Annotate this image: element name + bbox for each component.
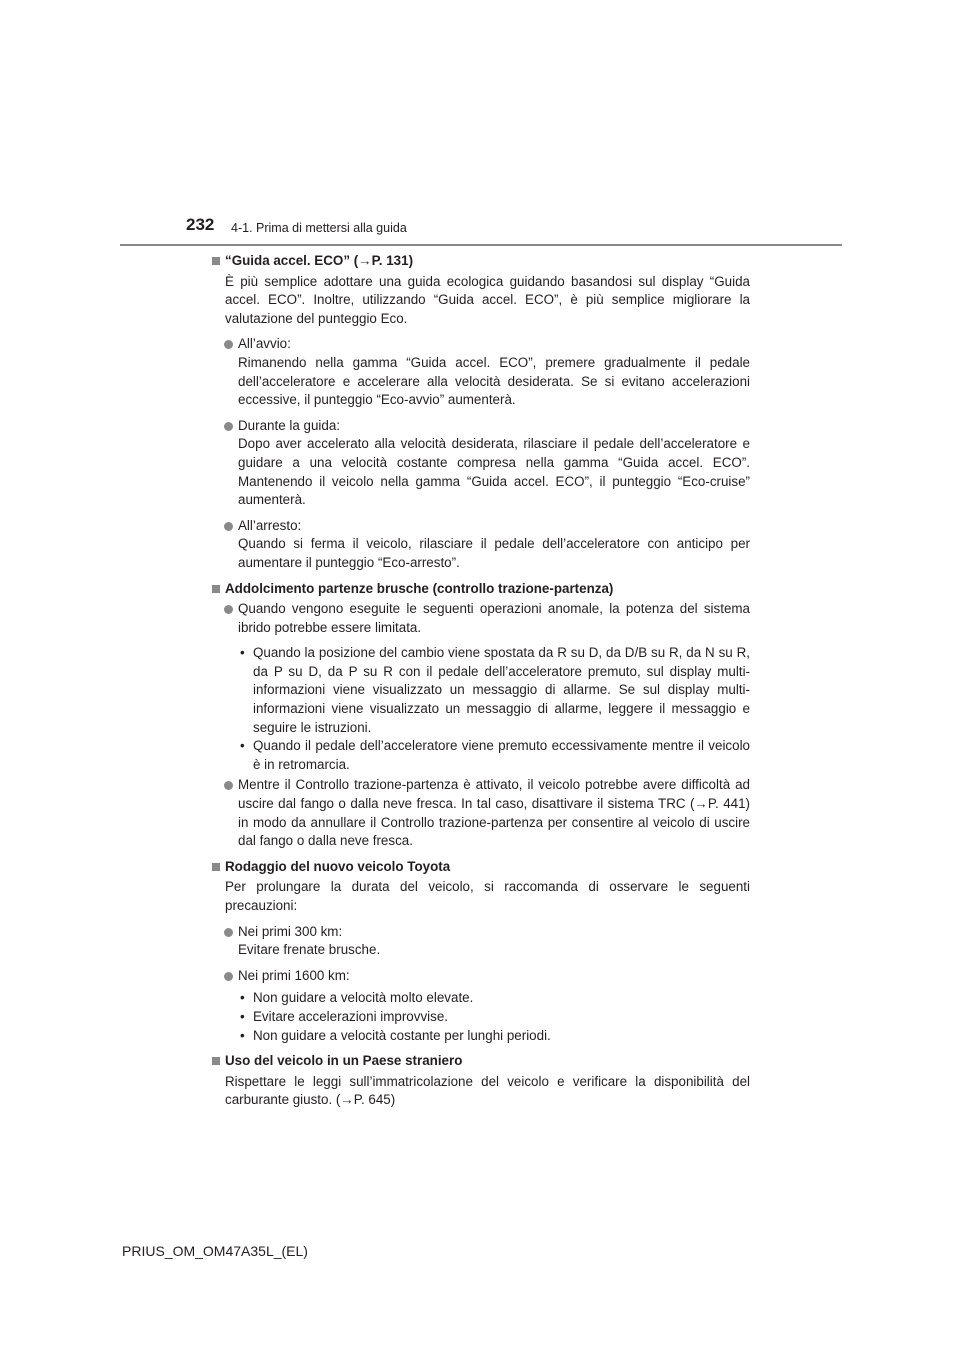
bullet-dot-icon: • [240, 645, 245, 661]
square-bullet-icon [212, 1057, 220, 1065]
section-intro: Per prolungare la durata del veicolo, si raccomanda di osservare le seguenti precauzioni: [225, 879, 750, 913]
circle-bullet-icon [224, 340, 233, 349]
list-item [210, 517, 750, 573]
section-heading: Addolcimento partenze brusche (controllo trazione-partenza) [210, 580, 750, 599]
bullet-dot-icon: • [240, 1027, 245, 1043]
item-label: Nei primi 1600 km: [238, 967, 350, 983]
section-heading: Rodaggio del nuovo veicolo Toyota [210, 858, 750, 877]
section-heading: “Guida accel. ECO” (→P. 131) [210, 252, 750, 271]
bullet-dot-icon: • [240, 738, 245, 754]
sub-list-item: • Quando la posizione del cambio viene spostata da R su D, da D/B su R, da N su R, da P su D, da P su R con il pedale dell’acceleratore premuto, sul display multi-informazioni viene visualizzato un messaggio di allarme. Se sul display multi-informazioni viene visualizzato un messaggio di allarme, leggere il messaggio e seguire le istruzioni. [240, 645, 750, 735]
item-text: Mentre il Controllo trazione-partenza è attivato, il veicolo potrebbe avere difficoltà ad uscire dal fango o dalla neve fresca. In tal caso, disattivare il sistema TRC (→P. 441) in modo da annullare il Controllo trazione-partenza per consentire al veicolo di uscire dal fango o dalla neve fresca. [238, 777, 750, 849]
bullet-dot-icon: • [240, 1008, 245, 1024]
list-item [210, 600, 750, 637]
sub-list-item: • Non guidare a velocità molto elevate. [210, 989, 750, 1008]
footer-doc-code: PRIUS_OM_OM47A35L_(EL) [122, 1243, 308, 1259]
item-text: Evitare frenate brusche. [238, 942, 381, 958]
sub-list-item: • Quando il pedale dell’acceleratore viene premuto eccessivamente mentre il veicolo è in retromarcia. [240, 738, 750, 772]
section-intro: Rispettare le leggi sull’immatricolazione del veicolo e verificare la disponibilità del carburante giusto. (→P. 645) [225, 1073, 750, 1108]
item-text: Quando si ferma il veicolo, rilasciare il pedale dell’acceleratore con anticipo per aumentare il punteggio “Eco-arresto”. [238, 536, 750, 570]
list-item [210, 417, 750, 510]
page-content [210, 252, 750, 1117]
square-bullet-icon [212, 257, 220, 265]
list-item [210, 776, 750, 850]
circle-bullet-icon [224, 972, 233, 981]
circle-bullet-icon [224, 605, 233, 614]
item-text: Rimanendo nella gamma “Guida accel. ECO”, premere gradualmente il pedale dell’acceleratore e accelerare alla velocità desiderata. Se si evitano accelerazioni eccessive, il punteggio “Eco-avvio” aumenterà. [238, 354, 750, 408]
list-item [210, 967, 750, 986]
section-intro: È più semplice adottare una guida ecologica guidando basandosi sul display “Guida accel. ECO”. Inoltre, utilizzando “Guida accel. ECO”, è più semplice migliorare la valutazione del punteggio Eco. [225, 273, 750, 326]
chapter-title: 4-1. Prima di mettersi alla guida [231, 221, 407, 235]
item-label: All’arresto: [238, 517, 302, 533]
bullet-dot-icon: • [240, 990, 245, 1006]
page-number: 232 [186, 215, 215, 234]
item-label: All’avvio: [238, 336, 291, 352]
circle-bullet-icon [224, 422, 233, 431]
item-text: Quando vengono eseguite le seguenti operazioni anomale, la potenza del sistema ibrido potrebbe essere limitata. [238, 601, 750, 635]
sub-list [210, 989, 750, 1045]
item-label: Nei primi 300 km: [238, 923, 343, 939]
square-bullet-icon [212, 863, 220, 871]
sub-list [210, 644, 750, 774]
circle-bullet-icon [224, 522, 233, 531]
circle-bullet-icon [224, 781, 233, 790]
header-rule [120, 244, 842, 246]
square-bullet-icon [212, 585, 220, 593]
list-item [210, 335, 750, 409]
sub-list-item: • Non guidare a velocità costante per lunghi periodi. [210, 1027, 750, 1046]
item-text: Dopo aver accelerato alla velocità desiderata, rilasciare il pedale dell’acceleratore e guidare a una velocità costante compresa nella gamma “Guida accel. ECO”. Mantenendo il veicolo nella gamma “Guida accel. ECO”, il punteggio “Eco-cruise” aumenterà. [238, 436, 750, 508]
sub-list-item: • Evitare accelerazioni improvvise. [210, 1008, 750, 1027]
section-heading: Uso del veicolo in un Paese straniero [210, 1052, 750, 1071]
circle-bullet-icon [224, 928, 233, 937]
list-item [210, 923, 750, 960]
item-label: Durante la guida: [238, 417, 340, 433]
